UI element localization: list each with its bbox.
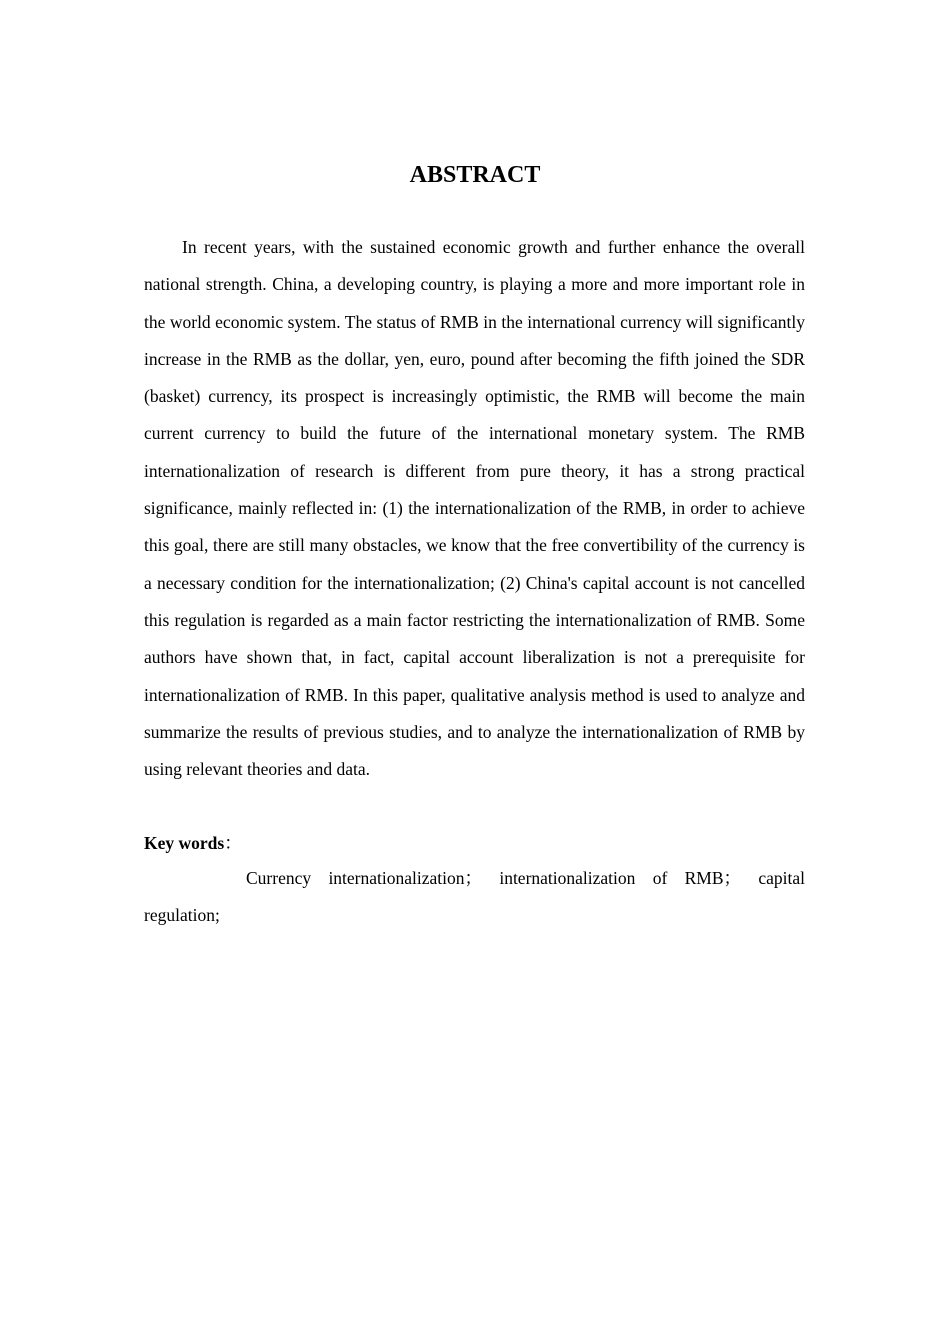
keywords-label: Key words [144, 833, 225, 853]
keywords-heading [144, 828, 242, 858]
abstract-paragraph: In recent years, with the sustained economic growth and further enhance the overall national strength. China, a developing country, is playing a more and more important role in the world economic system. The status of RMB in the international currency will significantly increase in the RMB as the dollar, yen, euro, pound after becoming the fifth joined the SDR (basket) currency, its prospect is increasingly optimistic, the RMB will become the main current currency to build the future of the international monetary system. The RMB internationalization of research is different from pure theory, it has a strong practical significance, mainly reflected in: (1) the internationalization of the RMB, in order to achieve this goal, there are still many obstacles, we know that the free convertibility of the currency is a necessary condition for the internationalization; (2) China's capital account is not cancelled this regulation is regarded as a main factor restricting the internationalization of RMB. Some authors have shown that, in fact, capital account liberalization is not a prerequisite for internationalization of RMB. In this paper, qualitative analysis method is used to analyze and summarize the results of previous studies, and to analyze the internationalization of RMB by using relevant theories and data. [144, 237, 805, 780]
keywords-list: Currency internationalization； internationalization of RMB； capital regulation; [144, 868, 805, 926]
page-title: ABSTRACT [409, 162, 541, 188]
keywords-colon: ： [224, 833, 242, 853]
